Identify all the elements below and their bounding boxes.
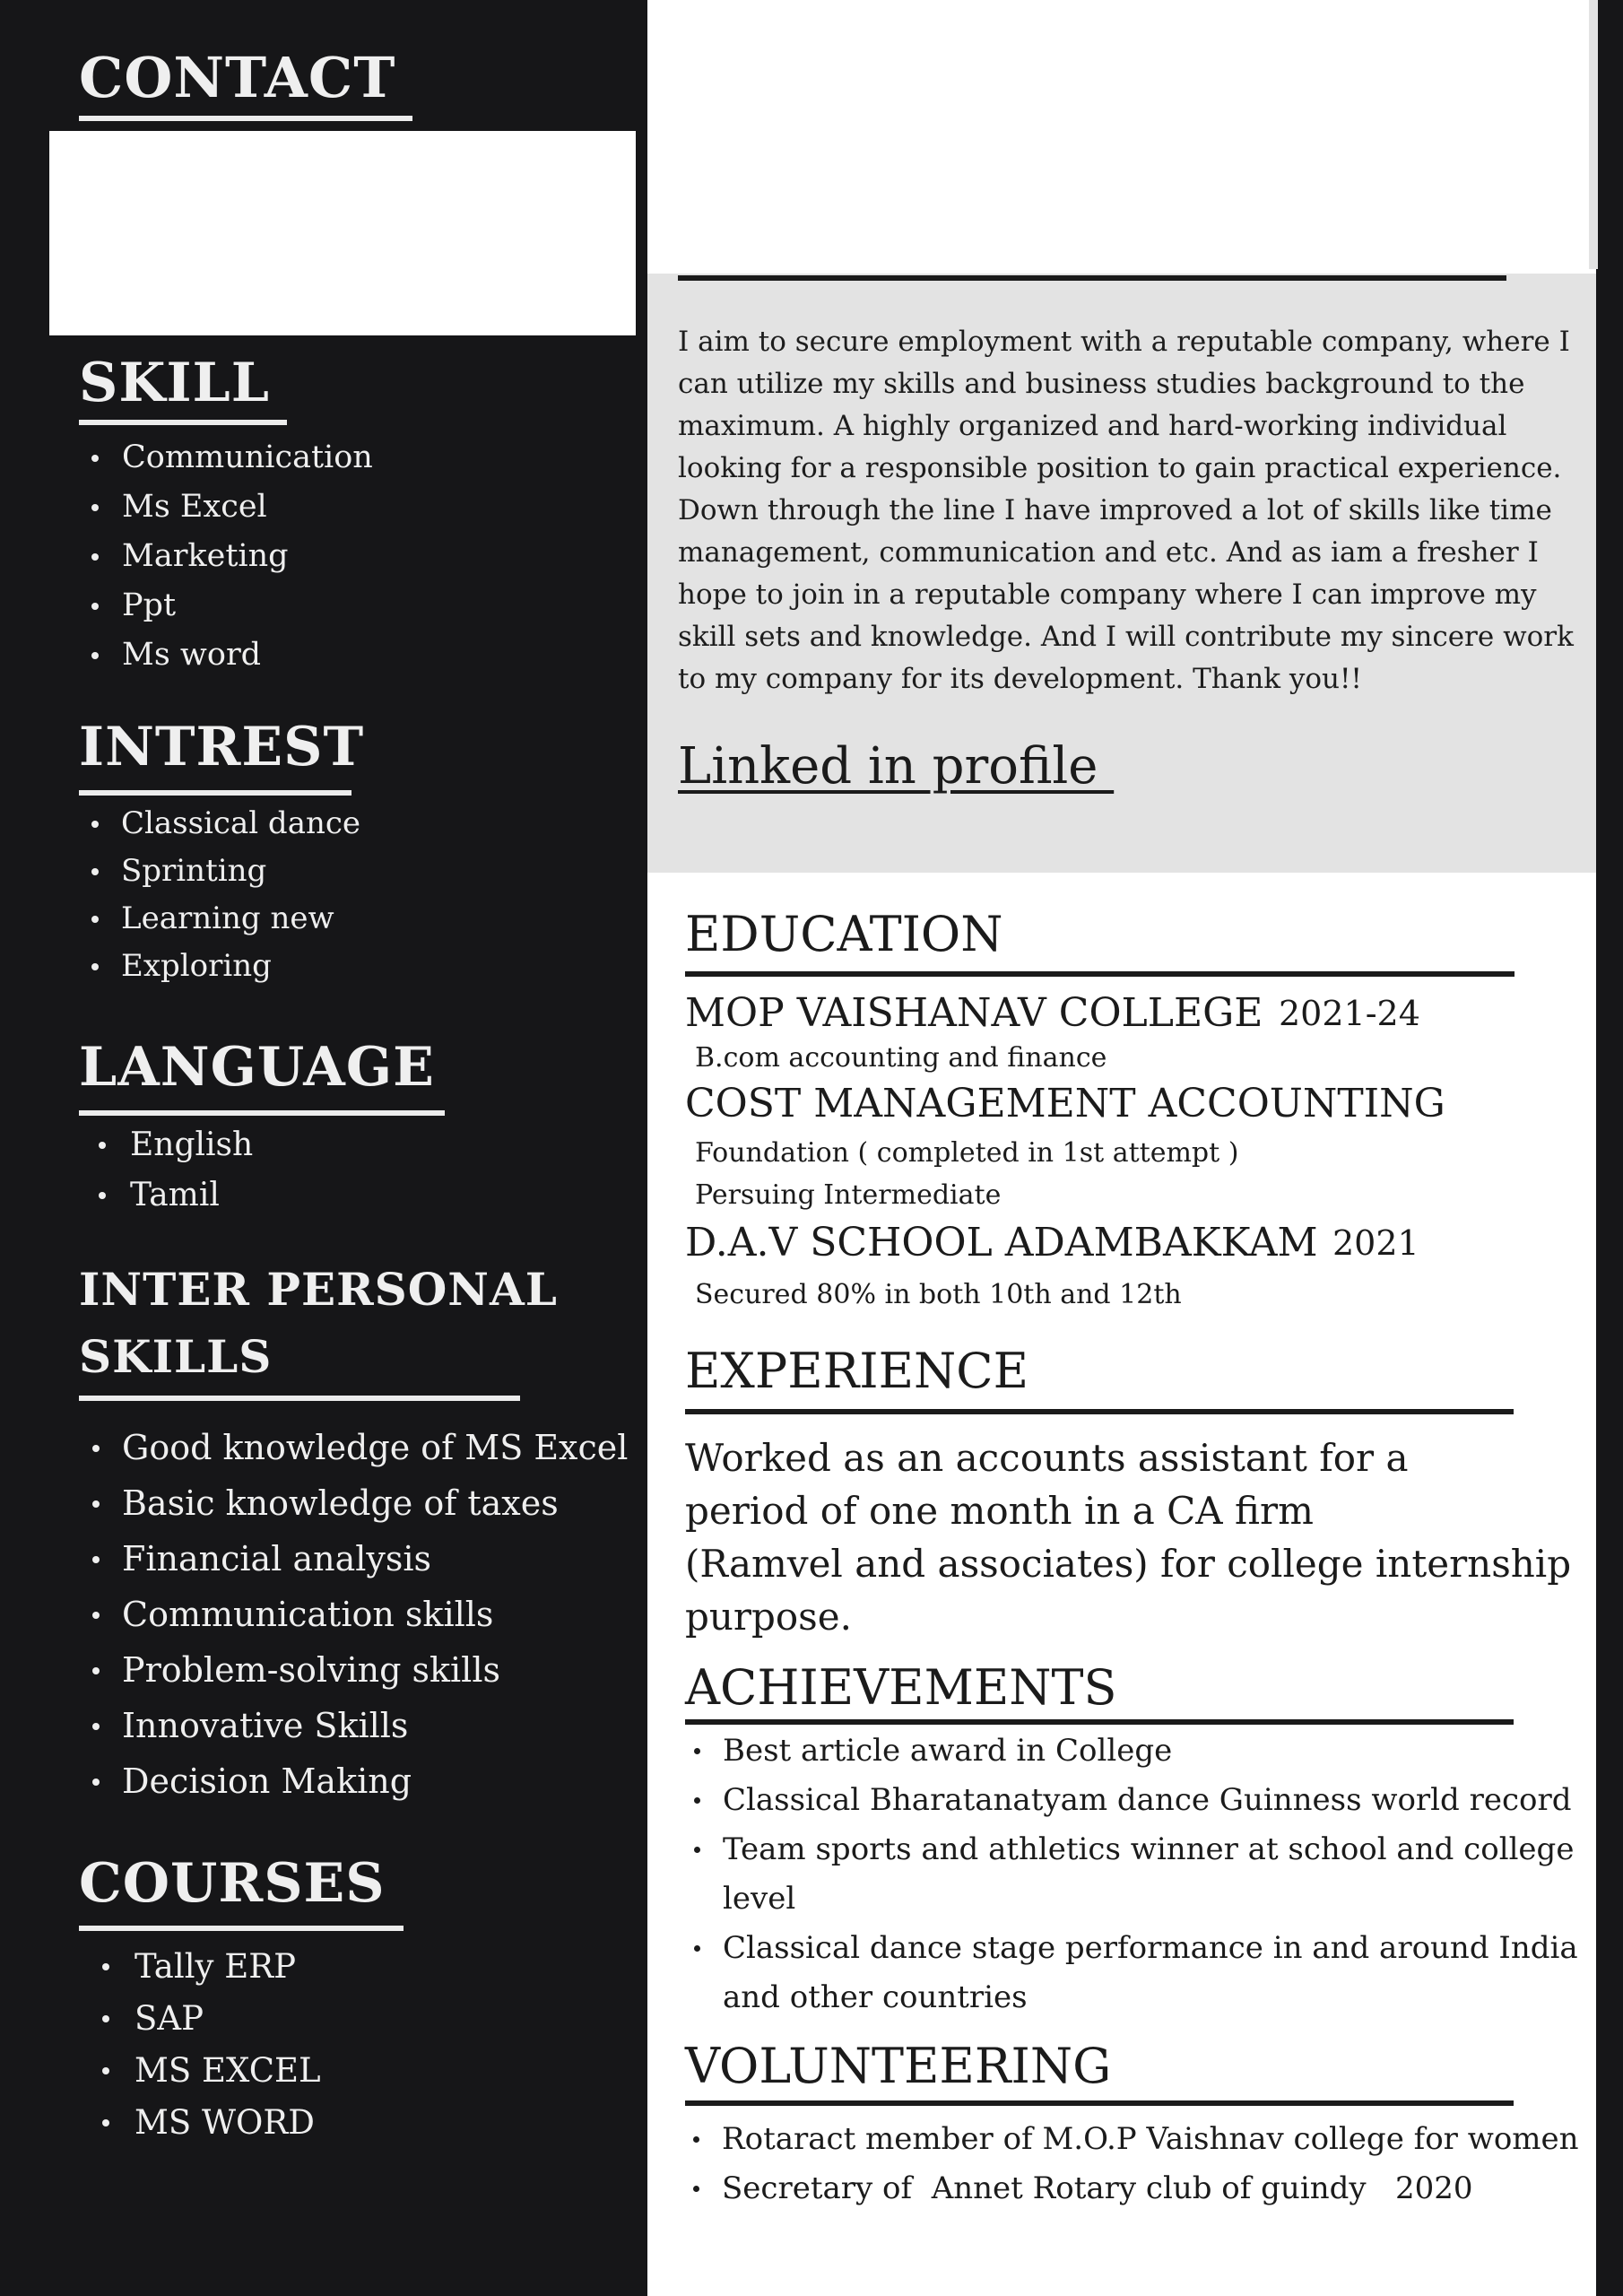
objective-text: I aim to secure employment with a reputable company, where I can utilize my skills and business studies background to the maximum. A highly organized and hard-working individual looking for a responsible position to gain practical experience. Down through the line I have improved a lot of skills like time management, communication and etc. And as iam a fresher I hope to join in a reputable company where I can improve my skill sets and knowledge. And I will contribute my sincere work to my company for its development. Thank you!! bbox=[678, 326, 1574, 695]
interpersonal-heading: INTER PERSONAL SKILLS bbox=[79, 1263, 558, 1383]
bullet-icon bbox=[91, 553, 99, 561]
list-item: Sprinting bbox=[121, 848, 360, 895]
experience-line4: purpose. bbox=[685, 1595, 852, 1639]
bullet-icon bbox=[92, 1500, 100, 1508]
college-name: MOP VAISHANAV COLLEGE bbox=[685, 990, 1263, 1036]
list-item: Tamil bbox=[130, 1170, 253, 1221]
list-item: Ms word bbox=[122, 631, 373, 680]
school-detail: Secured 80% in both 10th and 12th bbox=[695, 1279, 1182, 1310]
bullet-icon bbox=[92, 1556, 100, 1563]
list-item: Learning new bbox=[121, 895, 360, 943]
bullet-icon bbox=[693, 2186, 699, 2192]
objective-rule bbox=[678, 275, 1506, 281]
left-sidebar bbox=[0, 0, 647, 2296]
bullet-icon bbox=[91, 821, 99, 828]
list-item: MS EXCEL bbox=[135, 2045, 321, 2097]
list-item: Team sports and athletics winner at school and college level bbox=[723, 1825, 1593, 1924]
interest-list bbox=[121, 800, 360, 990]
bullet-icon bbox=[694, 1945, 700, 1952]
experience-heading: EXPERIENCE bbox=[685, 1343, 1029, 1399]
cma-name: COST MANAGEMENT ACCOUNTING bbox=[685, 1081, 1445, 1126]
experience-rule bbox=[685, 1409, 1514, 1414]
skill-rule bbox=[79, 420, 287, 425]
list-item: Communication bbox=[122, 433, 373, 483]
list-item: Classical Bharatanatyam dance Guinness world record bbox=[723, 1776, 1593, 1825]
experience-line3: (Ramvel and associates) for college internship bbox=[685, 1542, 1572, 1586]
header-photo-area bbox=[647, 0, 1589, 274]
right-edge-bar bbox=[1596, 0, 1623, 2296]
list-item: Tally ERP bbox=[135, 1941, 321, 1993]
college-degree: B.com accounting and finance bbox=[695, 1042, 1107, 1074]
list-item: Innovative Skills bbox=[122, 1698, 628, 1753]
volunteering-list bbox=[722, 2115, 1596, 2213]
bullet-icon bbox=[92, 1612, 100, 1619]
bullet-icon bbox=[99, 1142, 106, 1149]
volunteering-heading: VOLUNTEERING bbox=[685, 2038, 1112, 2094]
bullet-icon bbox=[694, 1797, 700, 1804]
college-year: 2021-24 bbox=[1279, 994, 1420, 1033]
bullet-icon bbox=[91, 963, 99, 970]
list-item: Good knowledge of MS Excel bbox=[122, 1420, 628, 1475]
bullet-icon bbox=[91, 652, 99, 659]
list-item: Exploring bbox=[121, 943, 360, 990]
list-item: Best article award in College bbox=[723, 1726, 1593, 1776]
list-item: English bbox=[130, 1120, 253, 1170]
bullet-icon bbox=[91, 916, 99, 923]
courses-rule bbox=[79, 1926, 404, 1931]
language-heading: LANGUAGE bbox=[79, 1036, 435, 1099]
contact-heading: CONTACT bbox=[79, 45, 396, 110]
linkedin-link[interactable]: Linked in profile bbox=[678, 737, 1115, 796]
list-item: SAP bbox=[135, 1993, 321, 2045]
bullet-icon bbox=[102, 2119, 109, 2126]
skill-list bbox=[122, 433, 373, 680]
school-year: 2021 bbox=[1332, 1223, 1419, 1263]
education-heading: EDUCATION bbox=[685, 906, 1003, 962]
cma-line1: Foundation ( completed in 1st attempt ) bbox=[695, 1137, 1239, 1169]
list-item: Ms Excel bbox=[122, 483, 373, 532]
interpersonal-list bbox=[122, 1420, 628, 1809]
cma-line2: Persuing Intermediate bbox=[695, 1179, 1002, 1211]
bullet-icon bbox=[92, 1779, 100, 1786]
list-item: Basic knowledge of taxes bbox=[122, 1475, 628, 1531]
skill-heading: SKILL bbox=[79, 352, 270, 414]
bullet-icon bbox=[694, 1748, 700, 1754]
right-edge-light bbox=[1589, 0, 1598, 269]
achievements-list bbox=[723, 1726, 1593, 2022]
list-item: Ppt bbox=[122, 581, 373, 631]
bullet-icon bbox=[693, 2136, 699, 2143]
list-item: MS WORD bbox=[135, 2097, 321, 2149]
list-item: Rotaract member of M.O.P Vaishnav college for women bbox=[722, 2115, 1596, 2164]
bullet-icon bbox=[92, 1723, 100, 1730]
interest-rule bbox=[79, 790, 352, 796]
achievements-heading: ACHIEVEMENTS bbox=[685, 1659, 1117, 1716]
bullet-icon bbox=[99, 1192, 106, 1199]
school-name: D.A.V SCHOOL ADAMBAKKAM bbox=[685, 1220, 1318, 1265]
interest-heading: INTREST bbox=[79, 716, 365, 778]
language-rule bbox=[79, 1110, 445, 1116]
contact-rule bbox=[79, 116, 412, 121]
courses-heading: COURSES bbox=[79, 1852, 386, 1915]
bullet-icon bbox=[102, 1963, 109, 1970]
courses-list bbox=[135, 1941, 321, 2149]
achievements-rule bbox=[685, 1719, 1514, 1725]
bullet-icon bbox=[102, 2067, 109, 2074]
bullet-icon bbox=[91, 868, 99, 875]
volunteering-rule bbox=[685, 2100, 1514, 2106]
list-item: Classical dance bbox=[121, 800, 360, 848]
list-item: Decision Making bbox=[122, 1753, 628, 1809]
list-item: Classical dance stage performance in and around India and other countries bbox=[723, 1924, 1593, 2022]
list-item: Marketing bbox=[122, 532, 373, 581]
list-item: Financial analysis bbox=[122, 1531, 628, 1587]
bullet-icon bbox=[91, 455, 99, 462]
bullet-icon bbox=[694, 1847, 700, 1853]
bullet-icon bbox=[91, 603, 99, 610]
list-item: Problem-solving skills bbox=[122, 1642, 628, 1698]
list-item: Secretary of Annet Rotary club of guindy 2020 bbox=[722, 2164, 1596, 2213]
contact-details-box bbox=[49, 131, 636, 335]
bullet-icon bbox=[92, 1667, 100, 1674]
language-list bbox=[130, 1120, 253, 1221]
education-rule bbox=[685, 971, 1515, 977]
bullet-icon bbox=[91, 504, 99, 511]
interpersonal-rule bbox=[79, 1396, 520, 1401]
bullet-icon bbox=[92, 1445, 100, 1452]
bullet-icon bbox=[102, 2015, 109, 2022]
experience-line1: Worked as an accounts assistant for a bbox=[685, 1436, 1409, 1480]
list-item: Communication skills bbox=[122, 1587, 628, 1642]
experience-line2: period of one month in a CA firm bbox=[685, 1489, 1314, 1533]
